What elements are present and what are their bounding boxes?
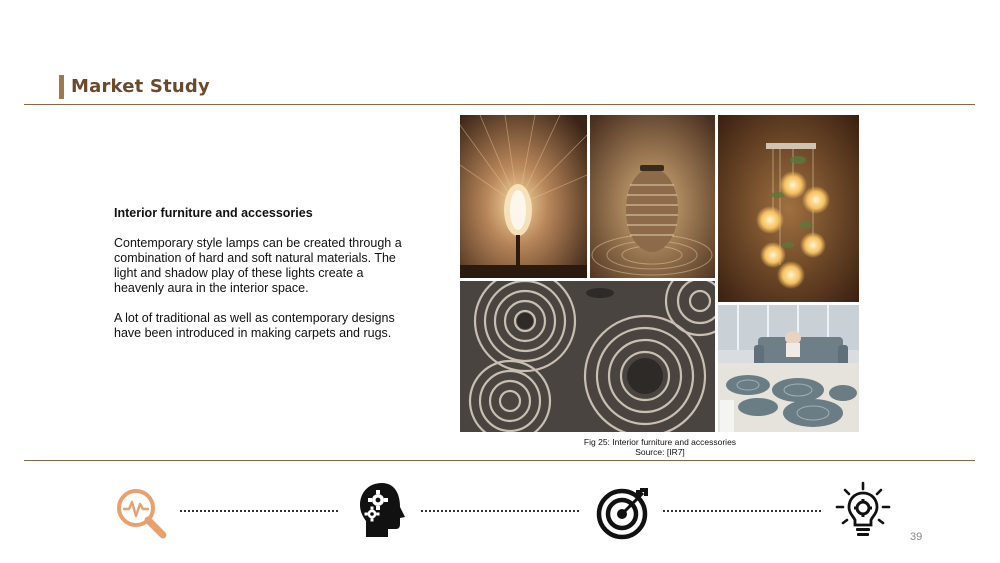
dotted-connector-1 <box>180 510 338 512</box>
paragraph-rugs: A lot of traditional as well as contemporary designs have been introduced in making carpets and rugs. <box>114 311 395 340</box>
paragraph-lamps: Contemporary style lamps can be created through a combination of hard and soft natural materials. The light and shadow play of these lights create a heavenly aura in the interior space. <box>114 236 402 295</box>
target-arrow-icon <box>596 484 652 540</box>
title-accent-bar <box>59 75 64 99</box>
dotted-connector-3 <box>663 510 821 512</box>
photo-pendant-lights <box>718 115 859 302</box>
bottom-divider <box>24 460 975 461</box>
head-gears-icon <box>356 481 408 539</box>
page-number: 39 <box>910 531 923 543</box>
magnifier-pulse-icon <box>113 485 169 541</box>
text-block <box>114 206 404 356</box>
top-divider <box>24 104 975 105</box>
lightbulb-gear-icon <box>834 481 892 541</box>
caption-source: Source: [IR7] <box>635 447 685 457</box>
slide-title: Market Study <box>71 76 210 97</box>
caption-title: Fig 25: Interior furniture and accessories <box>583 437 737 447</box>
figure-caption <box>560 437 760 457</box>
section-heading: Interior furniture and accessories <box>114 206 313 220</box>
photo-circle-rug <box>460 281 715 432</box>
photo-sculptural-lamp <box>460 115 587 278</box>
photo-living-room-rug <box>718 305 859 432</box>
dotted-connector-2 <box>421 510 579 512</box>
photo-woven-lamp <box>590 115 715 278</box>
